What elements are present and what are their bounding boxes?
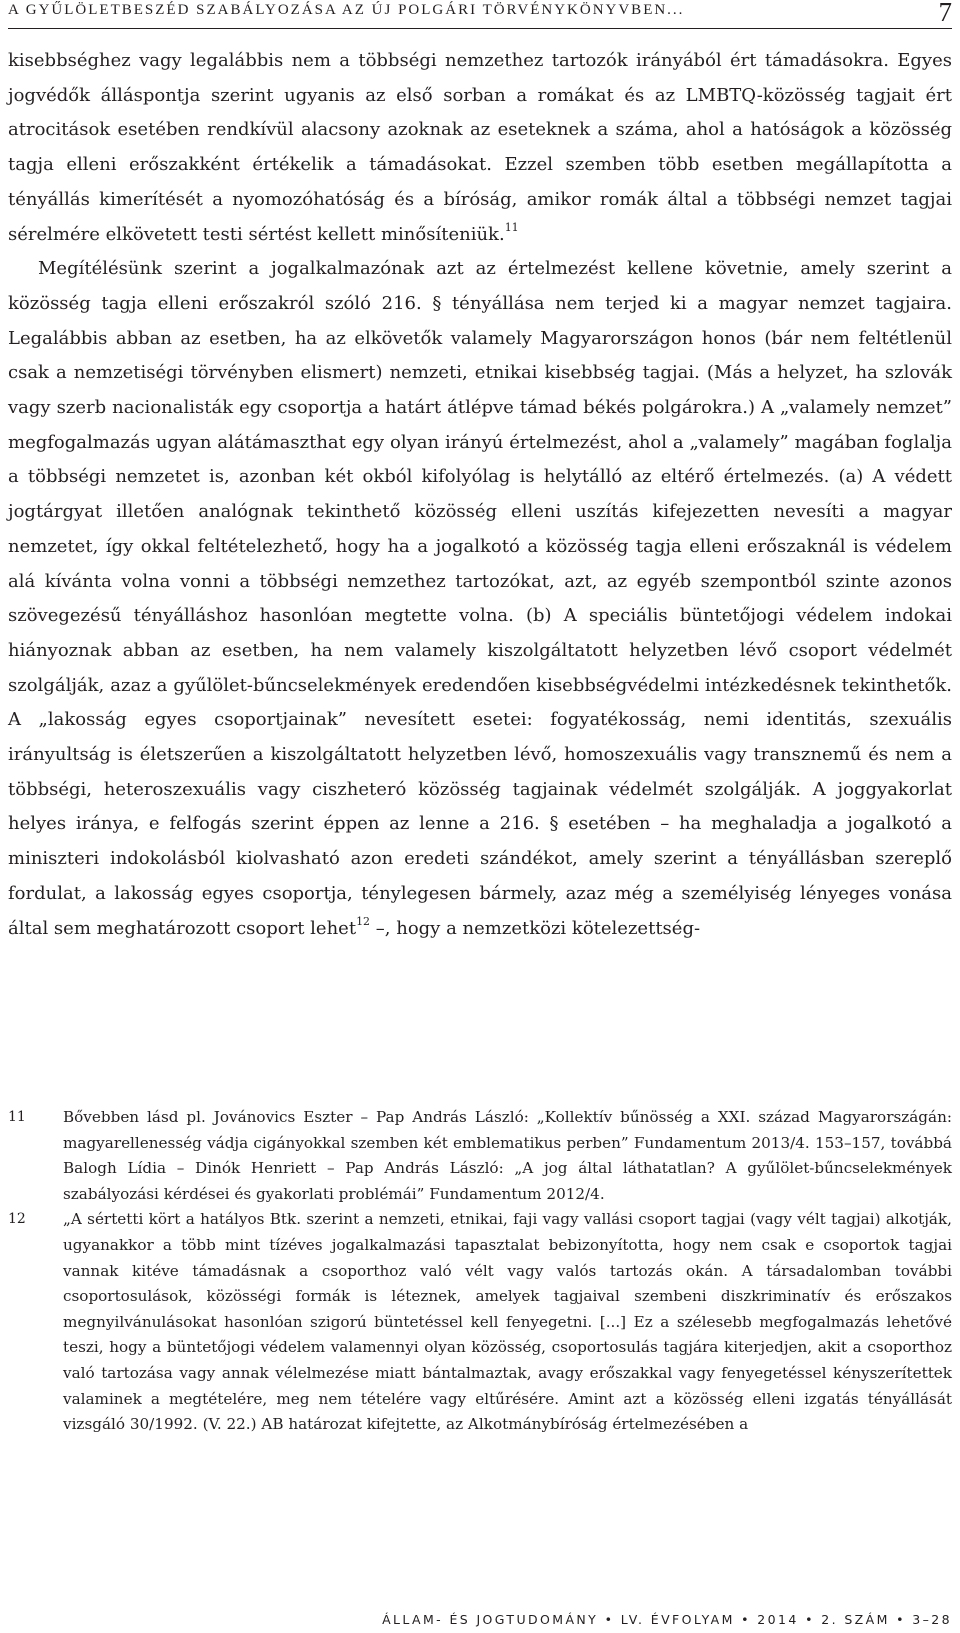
journal-footer: ÁLLAM- ÉS JOGTUDOMÁNY • LV. ÉVFOLYAM • 2014 • 2. SZÁM • 3–28 — [382, 1612, 952, 1627]
footnote-ref-11[interactable]: 11 — [504, 220, 519, 234]
main-text — [8, 44, 952, 946]
footnote-number: 12 — [8, 1211, 26, 1228]
header-rule — [8, 28, 952, 29]
paragraph-2 — [8, 252, 952, 946]
running-head-title: A GYŰLÖLETBESZÉD SZABÁLYOZÁSA AZ ÚJ POLGÁRI TÖRVÉNYKÖNYVBEN... — [8, 2, 685, 18]
footnote-ref-12[interactable]: 12 — [356, 914, 371, 928]
running-header — [8, 0, 952, 28]
paragraph-1-text: kisebbséghez vagy legalábbis nem a többségi nemzethez tartozók irányából ért támadásokra. Egyes jogvédők álláspontja szerint ugyanis az első sorban a romákat és az LMBTQ-közösség tagjait ért atrocitások esetében rendkívül alacsony azoknak az eseteknek a száma, ahol a hatóságok a közösség tagja elleni erőszakként értékelik a támadásokat. Ezzel szemben több esetben megállapította a tényállás kimerítését a nyomozóhatóság és a bíróság, amikor romák által a többségi nemzet tagjai sérelmére elkövetett testi sértést kellett minősíteniük. — [8, 50, 952, 245]
footnote-12 — [8, 1207, 952, 1437]
paragraph-2-text: Megítélésünk szerint a jogalkalmazónak azt az értelmezést kellene követnie, amely szerint a közösség tagja elleni erőszakról szóló 216. § tényállása nem terjed ki a magyar nemzet tagjaira. Legalábbis abban az esetben, ha az elkövetők valamely Magyarországon honos (bár nem feltétlenül csak a nemzetiségi törvényben elismert) nemzeti, etnikai kisebbség tagjai. (Más a helyzet, ha szlovák vagy szerb nacionalisták egy csoportja a határt átlépve támad békés polgárokra.) A „valamely nemzet” megfogalmazás ugyan alátámaszthat egy olyan irányú értelmezést, ahol a „valamely” magában foglalja a többségi nemzetet is, azonban két okból kifolyólag is helytálló az eltérő értelmezés. (a) A védett jogtárgyat illetően analógnak tekinthető közösség elleni uszítás kifejezetten nevesíti a magyar nemzetet, így okkal feltételezhető, hogy ha a jogalkotó a közösség tagja elleni erőszaknál is védelem alá kívánta volna vonni a többségi nemzethez tartozókat, azt, az egyéb szempontból szinte azonos szövegezésű tényálláshoz hasonlóan megtette volna. (b) A speciális büntetőjogi védelem indokai hiányoznak abban az esetben, ha nem valamely kiszolgáltatott helyzetben lévő csoport védelmét szolgálják, azaz a gyűlölet-bűncselekmények eredendően kisebbségvédelmi intézkedésnek tekinthetők. A „lakosság egyes csoportjainak” nevesített esetei: fogyatékosság, nemi identitás, szexuális irányultság is életszerűen a kiszolgáltatott helyzetben lévő, homoszexuális vagy transznemű és nem a többségi, heteroszexuális vagy ciszheteró közösség tagjainak védelmét szolgálják. A joggyakorlat helyes iránya, e felfogás szerint éppen az lenne a 216. § esetében – ha meghaladja a jogalkotó a miniszteri indokolásból kiolvasható azon eredeti szándékot, amely szerint a tényállásban szereplő fordulat, a lakosság egyes csoportja, ténylegesen bármely, azaz még a személyiség lényeges vonása által sem meghatározott csoport lehet — [8, 258, 952, 939]
page-number: 7 — [938, 0, 952, 27]
footnote-text: Bővebben lásd pl. Jovánovics Eszter – Pap András László: „Kollektív bűnösség a XXI. század Magyarországán: magyarellenesség vádja cigányokkal szemben két emblematikus perben” Fundamentum 2013/4. 153–157, továbbá Balogh Lídia – Dinók Henriett – Pap András László: „A jog által láthatatlan? A gyűlölet-bűncselekmények szabályozási kérdései és gyakorlati problémái” Fundamentum 2012/4. — [63, 1108, 952, 1203]
footnote-number: 11 — [8, 1109, 26, 1125]
paragraph-1 — [8, 44, 952, 252]
footnote-11 — [8, 1105, 952, 1207]
paragraph-2-continuation: –, hogy a nemzetközi kötelezettség- — [370, 917, 701, 939]
footnotes — [8, 1105, 952, 1438]
footnote-text: „A sértetti kört a hatályos Btk. szerint a nemzeti, etnikai, faji vagy vallási csoport tagjai (vagy vélt tagjai) alkotják, ugyanakkor a több mint tízéves jogalkalmazási tapasztalat bebizonyította, hogy nem csak e csoportok tagjai vannak kitéve támadásnak a csoporthoz való vélt vagy valós tartozás okán. A társadalomban további csoportosulások, közösségi formák is léteznek, amelyek tagjaival szembeni diszkriminatív és erőszakos megnyilvánulásokat hasonlóan szigorú büntetéssel kell fenyegetni. [...] Ez a szélesebb megfogalmazás lehetővé teszi, hogy a büntetőjogi védelem valamennyi olyan közösség, csoportosulás tagjára kiterjedjen, akit a csoporthoz való tartozása vagy annak vélelmezése miatt bántalmaztak, avagy erőszakkal vagy fenyegetéssel kényszerítettek valaminek a megtételére, meg nem tételére vagy eltűrésére. Amint azt a közösség elleni izgatás tényállását vizsgáló 30/1992. (V. 22.) AB határozat kifejtette, az Alkotmánybíróság értelmezésében a — [63, 1210, 952, 1434]
